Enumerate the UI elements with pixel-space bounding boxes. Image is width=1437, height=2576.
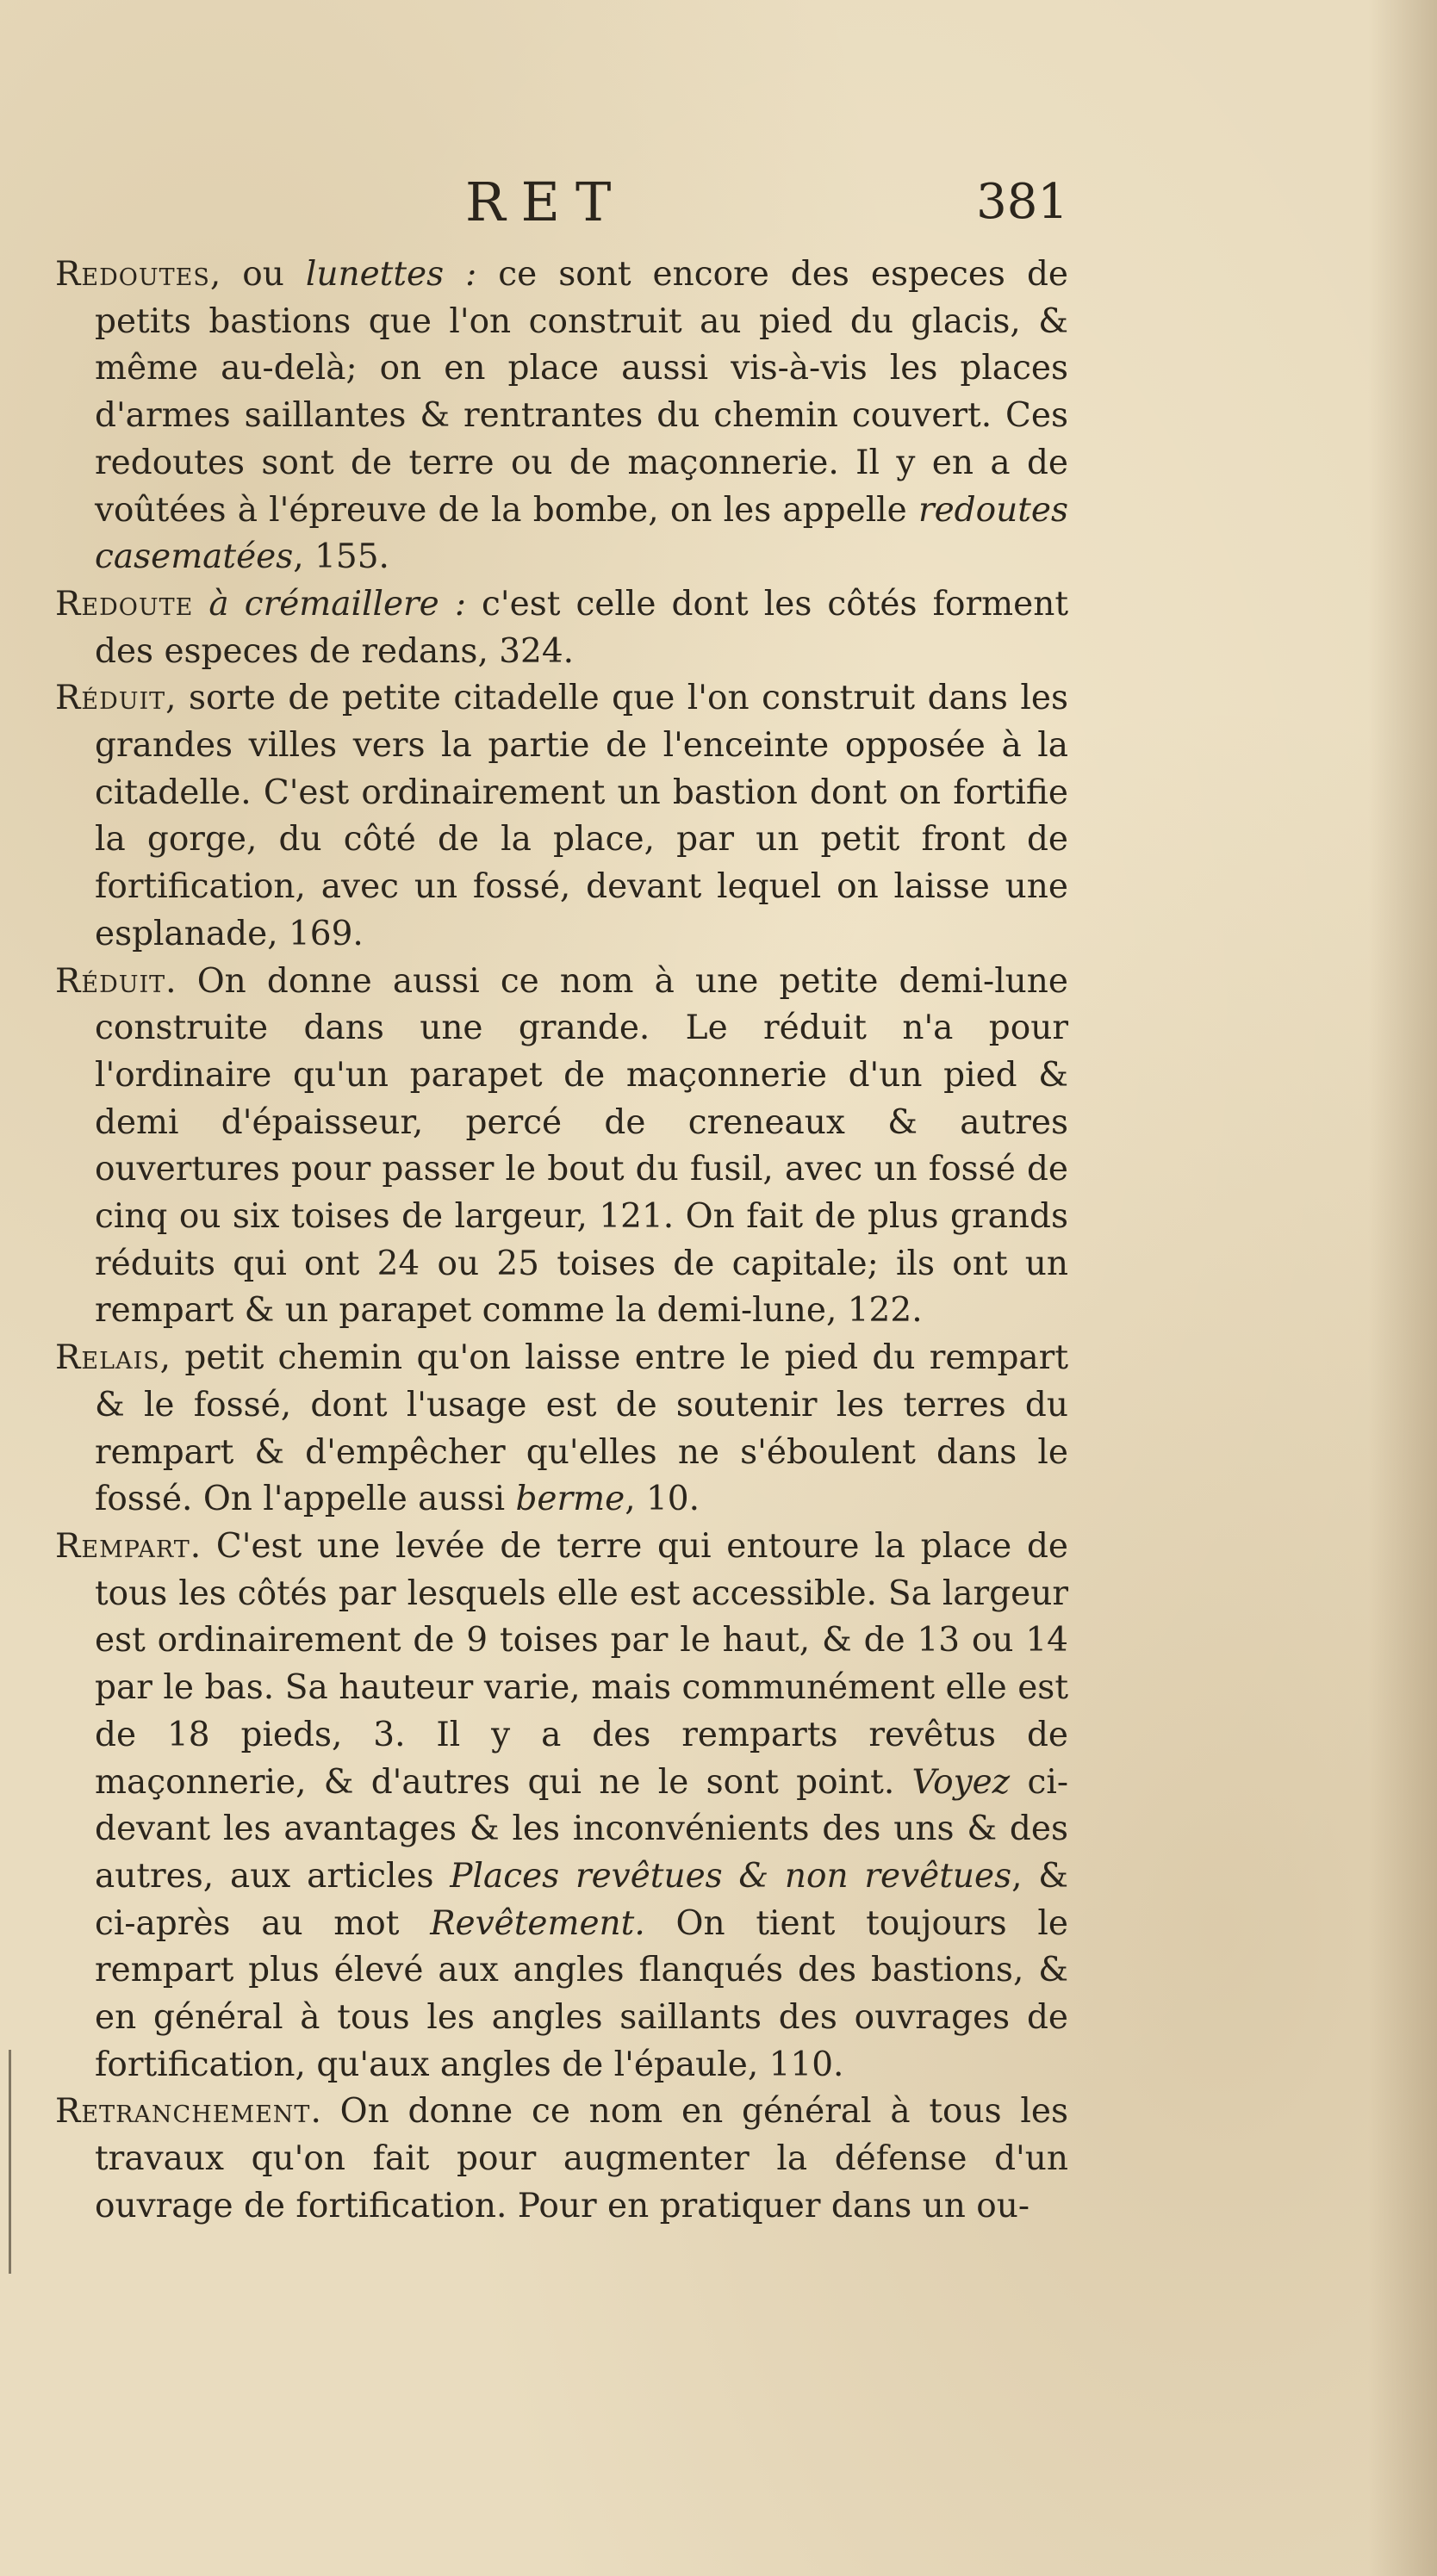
entry-separator: , ou — [209, 255, 306, 294]
entry-body-3: , & ci-après au mot — [95, 1856, 1068, 1943]
page-header — [52, 168, 1068, 237]
entry-body: . C'est une levée de terre qui entoure la place de tous les côtés par lesquels elle est accessible. Sa largeur est ordinairement de 9 toises par le haut, & de 13 ou 14 par le bas. Sa hauteur varie, mais communément elle est de 18 pieds, 3. Il y a des remparts revêtus de maçonnerie, & d'autres qui ne le sont point. — [95, 1526, 1068, 1802]
entry-term: berme — [515, 1480, 625, 1519]
entry-body: , sorte de petite citadelle que l'on construit dans les grandes villes vers la partie de l'enceinte opposée à la citadelle. C'est ordinairement un bastion dont on fortifie la gorge, du côté de la place, par un petit front de fortification, avec un fossé, devant lequel on laisse une esplanade, 169. — [95, 679, 1068, 953]
entry-lemma: Retranchement — [55, 2092, 311, 2132]
running-head: RET — [465, 171, 627, 233]
glossary-text — [55, 251, 1068, 2231]
entry-body: c'est celle dont les côtés forment des especes de redans, 324. — [95, 584, 1068, 671]
entry-reduit-2 — [55, 959, 1068, 1336]
margin-rule — [9, 2050, 11, 2274]
entry-body-2: ci-devant les avantages & les inconvénients des uns & des autres, aux articles — [95, 1762, 1068, 1896]
entry-lemma: Relais — [55, 1338, 160, 1378]
entry-lemma: Réduit — [55, 679, 166, 718]
entry-term-2: Places revêtues & non revêtues — [450, 1856, 1012, 1896]
entry-term-3: Revêtement. — [430, 1903, 645, 1943]
entry-body: . On donne aussi ce nom à une petite demi-lune construite dans une grande. Le réduit n'a pour l'ordinaire qu'un parapet de maçonnerie d'un pied & demi d'épaisseur, percé de creneaux & autres ouvertures pour passer le bout du fusil, avec un fossé de cinq ou six toises de largeur, 121. On fait de plus grands réduits qui ont 24 ou 25 toises de capitale; ils ont un rempart & un parapet comme la demi-lune, 122. — [95, 961, 1068, 1331]
entry-retranchement — [55, 2089, 1068, 2230]
entry-lemma: Redoutes — [55, 255, 210, 294]
entry-tail: On tient toujours le rempart plus élevé aux angles flanqués des bastions, & en général à tous les angles saillants des ouvrages de fortification, qu'aux angles de l'épaule, 110. — [95, 1903, 1068, 2084]
page-number: 381 — [976, 174, 1068, 230]
entry-rempart — [55, 1524, 1068, 2089]
entry-redoute-cremaillere — [55, 581, 1068, 675]
entry-qualifier: lunettes : — [305, 255, 477, 294]
entry-reduit-1 — [55, 675, 1068, 958]
entry-body: , petit chemin qu'on laisse entre le pied du rempart & le fossé, dont l'usage est de soutenir les terres du rempart & d'empêcher qu'elles ne s'éboulent dans le fossé. On l'appelle aussi — [95, 1338, 1068, 1519]
entry-term: Voyez — [911, 1762, 1011, 1802]
entry-body: . On donne ce nom en général à tous les travaux qu'on fait pour augmenter la défense d'un ouvrage de fortification. Pour en pratiquer dans un ou- — [95, 2092, 1068, 2225]
entry-redoutes — [55, 251, 1068, 581]
entry-qualifier: à crémaillere : — [193, 584, 466, 624]
entry-lemma: Redoute — [55, 584, 194, 624]
entry-body: ce sont encore des especes de petits bastions que l'on construit au pied du glacis, & même au-delà; on en place aussi vis-à-vis les places d'armes saillantes & rentrantes du chemin couvert. Ces redoutes sont de terre ou de maçonnerie. Il y en a de voûtées à l'épreuve de la bombe, on les appelle — [95, 255, 1069, 530]
page-edge-shadow — [1368, 0, 1437, 2576]
entry-tail: , 155. — [293, 537, 389, 577]
entry-tail: , 10. — [625, 1480, 700, 1519]
entry-term: redoutes casematées — [95, 490, 1068, 577]
entry-relais — [55, 1335, 1068, 1524]
entry-lemma: Rempart — [55, 1526, 190, 1566]
entry-lemma: Réduit — [55, 961, 166, 1001]
